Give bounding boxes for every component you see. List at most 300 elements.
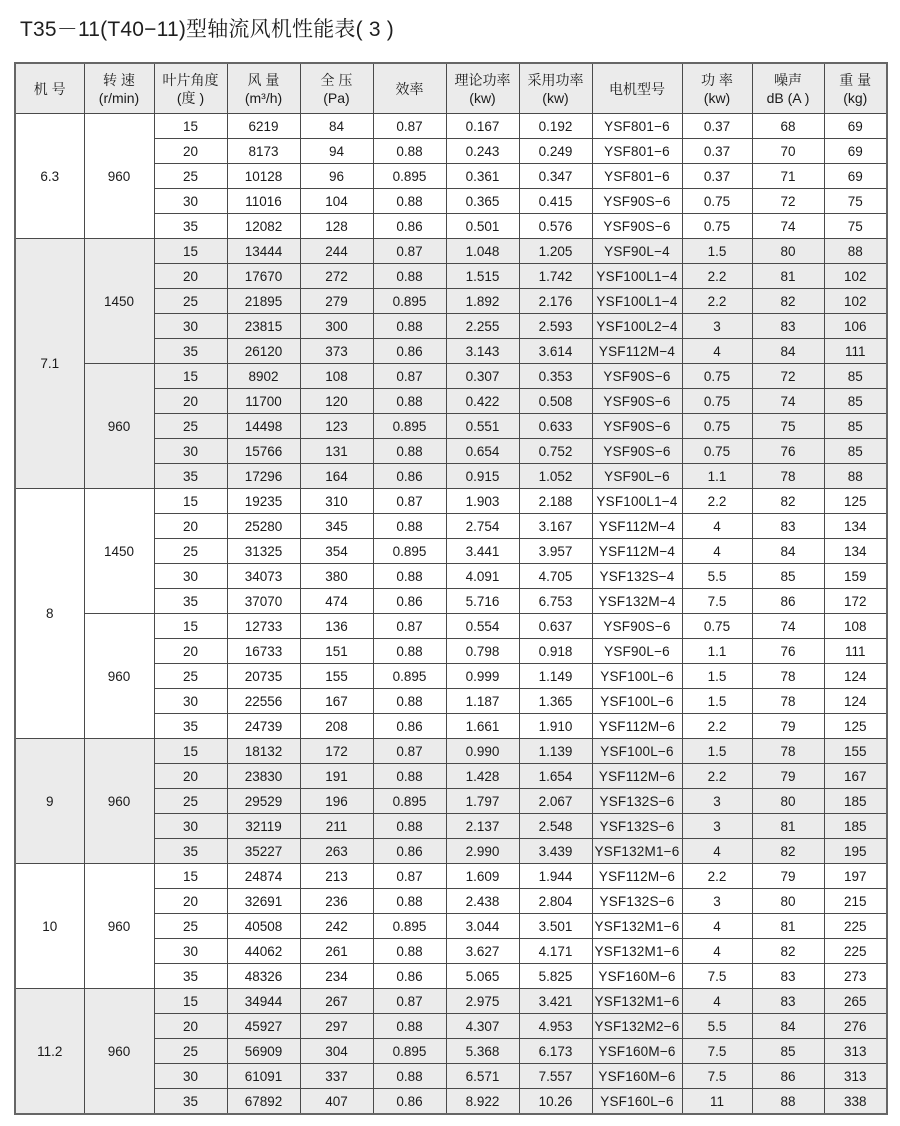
weight-cell: 88	[824, 464, 887, 489]
weight-cell: 273	[824, 964, 887, 989]
motor-power-cell: 1.1	[682, 464, 752, 489]
efficiency-cell: 0.86	[373, 714, 446, 739]
air-volume-cell: 67892	[227, 1089, 300, 1115]
total-pressure-cell: 155	[300, 664, 373, 689]
adopted-power-cell: 2.176	[519, 289, 592, 314]
weight-cell: 85	[824, 439, 887, 464]
motor-model-cell: YSF90S−6	[592, 389, 682, 414]
theoretical-power-cell: 0.999	[446, 664, 519, 689]
adopted-power-cell: 2.067	[519, 789, 592, 814]
noise-cell: 84	[752, 539, 824, 564]
motor-model-cell: YSF132S−6	[592, 789, 682, 814]
header-row	[15, 63, 887, 114]
total-pressure-cell: 196	[300, 789, 373, 814]
adopted-power-cell: 4.705	[519, 564, 592, 589]
weight-cell: 124	[824, 664, 887, 689]
motor-model-cell: YSF801−6	[592, 139, 682, 164]
air-volume-cell: 17670	[227, 264, 300, 289]
total-pressure-cell: 297	[300, 1014, 373, 1039]
header-unit: (kg)	[843, 89, 868, 106]
total-pressure-cell: 104	[300, 189, 373, 214]
total-pressure-cell: 164	[300, 464, 373, 489]
fan-performance-table	[14, 62, 888, 1115]
weight-cell: 338	[824, 1089, 887, 1115]
motor-model-cell: YSF132M1−6	[592, 989, 682, 1014]
motor-model-cell: YSF160L−6	[592, 1089, 682, 1115]
blade-angle-cell: 25	[154, 289, 227, 314]
header-unit: (kw)	[469, 89, 496, 106]
motor-power-cell: 4	[682, 914, 752, 939]
adopted-power-cell: 3.501	[519, 914, 592, 939]
air-volume-cell: 45927	[227, 1014, 300, 1039]
weight-cell: 195	[824, 839, 887, 864]
noise-cell: 88	[752, 1089, 824, 1115]
weight-cell: 69	[824, 114, 887, 139]
table-row	[15, 364, 887, 389]
theoretical-power-cell: 2.438	[446, 889, 519, 914]
header-adopted-power	[519, 63, 592, 114]
theoretical-power-cell: 4.091	[446, 564, 519, 589]
adopted-power-cell: 3.957	[519, 539, 592, 564]
motor-model-cell: YSF100L2−4	[592, 314, 682, 339]
noise-cell: 82	[752, 839, 824, 864]
noise-cell: 76	[752, 439, 824, 464]
adopted-power-cell: 7.557	[519, 1064, 592, 1089]
motor-power-cell: 0.75	[682, 389, 752, 414]
noise-cell: 83	[752, 989, 824, 1014]
air-volume-cell: 21895	[227, 289, 300, 314]
motor-power-cell: 0.75	[682, 214, 752, 239]
efficiency-cell: 0.87	[373, 239, 446, 264]
efficiency-cell: 0.87	[373, 614, 446, 639]
total-pressure-cell: 263	[300, 839, 373, 864]
motor-model-cell: YSF100L−6	[592, 689, 682, 714]
blade-angle-cell: 25	[154, 1039, 227, 1064]
noise-cell: 79	[752, 764, 824, 789]
total-pressure-cell: 267	[300, 989, 373, 1014]
adopted-power-cell: 2.804	[519, 889, 592, 914]
noise-cell: 78	[752, 739, 824, 764]
noise-cell: 74	[752, 389, 824, 414]
noise-cell: 80	[752, 239, 824, 264]
weight-cell: 69	[824, 139, 887, 164]
weight-cell: 172	[824, 589, 887, 614]
header-label: 机 号	[33, 80, 66, 97]
total-pressure-cell: 345	[300, 514, 373, 539]
theoretical-power-cell: 3.441	[446, 539, 519, 564]
efficiency-cell: 0.88	[373, 1014, 446, 1039]
table-row	[15, 239, 887, 264]
air-volume-cell: 40508	[227, 914, 300, 939]
air-volume-cell: 61091	[227, 1064, 300, 1089]
theoretical-power-cell: 0.654	[446, 439, 519, 464]
motor-model-cell: YSF90L−6	[592, 639, 682, 664]
motor-power-cell: 2.2	[682, 714, 752, 739]
total-pressure-cell: 261	[300, 939, 373, 964]
speed-cell: 960	[84, 739, 154, 864]
efficiency-cell: 0.87	[373, 739, 446, 764]
air-volume-cell: 8173	[227, 139, 300, 164]
air-volume-cell: 32119	[227, 814, 300, 839]
motor-model-cell: YSF132S−4	[592, 564, 682, 589]
motor-power-cell: 3	[682, 814, 752, 839]
theoretical-power-cell: 0.307	[446, 364, 519, 389]
air-volume-cell: 34944	[227, 989, 300, 1014]
header-unit: (m³/h)	[244, 89, 283, 106]
air-volume-cell: 13444	[227, 239, 300, 264]
air-volume-cell: 15766	[227, 439, 300, 464]
adopted-power-cell: 0.415	[519, 189, 592, 214]
header-motor-model	[592, 63, 682, 114]
noise-cell: 75	[752, 414, 824, 439]
adopted-power-cell: 0.192	[519, 114, 592, 139]
speed-cell: 960	[84, 989, 154, 1115]
weight-cell: 75	[824, 189, 887, 214]
noise-cell: 84	[752, 1014, 824, 1039]
motor-power-cell: 4	[682, 539, 752, 564]
theoretical-power-cell: 0.798	[446, 639, 519, 664]
table-row	[15, 489, 887, 514]
noise-cell: 70	[752, 139, 824, 164]
header-unit: dB (A )	[766, 89, 810, 106]
efficiency-cell: 0.86	[373, 339, 446, 364]
air-volume-cell: 22556	[227, 689, 300, 714]
header-label: 全 压	[320, 71, 353, 88]
adopted-power-cell: 1.910	[519, 714, 592, 739]
noise-cell: 78	[752, 464, 824, 489]
blade-angle-cell: 30	[154, 314, 227, 339]
air-volume-cell: 24874	[227, 864, 300, 889]
noise-cell: 71	[752, 164, 824, 189]
motor-power-cell: 0.37	[682, 139, 752, 164]
motor-model-cell: YSF160M−6	[592, 1064, 682, 1089]
motor-power-cell: 7.5	[682, 1064, 752, 1089]
header-label: 功 率	[701, 71, 733, 88]
motor-power-cell: 0.37	[682, 114, 752, 139]
total-pressure-cell: 96	[300, 164, 373, 189]
efficiency-cell: 0.88	[373, 639, 446, 664]
adopted-power-cell: 1.365	[519, 689, 592, 714]
blade-angle-cell: 25	[154, 914, 227, 939]
motor-model-cell: YSF160M−6	[592, 964, 682, 989]
noise-cell: 72	[752, 364, 824, 389]
adopted-power-cell: 4.171	[519, 939, 592, 964]
header-unit: (度 )	[176, 89, 205, 106]
air-volume-cell: 26120	[227, 339, 300, 364]
blade-angle-cell: 35	[154, 1089, 227, 1115]
weight-cell: 102	[824, 289, 887, 314]
efficiency-cell: 0.895	[373, 664, 446, 689]
weight-cell: 185	[824, 814, 887, 839]
header-label: 噪声	[774, 71, 802, 88]
motor-power-cell: 3	[682, 889, 752, 914]
weight-cell: 85	[824, 364, 887, 389]
motor-model-cell: YSF112M−6	[592, 714, 682, 739]
noise-cell: 68	[752, 114, 824, 139]
blade-angle-cell: 25	[154, 664, 227, 689]
theoretical-power-cell: 6.571	[446, 1064, 519, 1089]
speed-cell: 1450	[84, 239, 154, 364]
blade-angle-cell: 20	[154, 264, 227, 289]
blade-angle-cell: 15	[154, 364, 227, 389]
weight-cell: 313	[824, 1064, 887, 1089]
adopted-power-cell: 2.548	[519, 814, 592, 839]
theoretical-power-cell: 2.255	[446, 314, 519, 339]
model-no-cell: 6.3	[15, 114, 84, 239]
adopted-power-cell: 1.139	[519, 739, 592, 764]
theoretical-power-cell: 0.554	[446, 614, 519, 639]
weight-cell: 111	[824, 639, 887, 664]
blade-angle-cell: 20	[154, 639, 227, 664]
total-pressure-cell: 244	[300, 239, 373, 264]
air-volume-cell: 35227	[227, 839, 300, 864]
noise-cell: 78	[752, 664, 824, 689]
total-pressure-cell: 236	[300, 889, 373, 914]
weight-cell: 88	[824, 239, 887, 264]
adopted-power-cell: 0.347	[519, 164, 592, 189]
efficiency-cell: 0.88	[373, 389, 446, 414]
theoretical-power-cell: 0.915	[446, 464, 519, 489]
header-blade-angle	[154, 63, 227, 114]
air-volume-cell: 14498	[227, 414, 300, 439]
header-unit: (kw)	[703, 89, 731, 106]
total-pressure-cell: 151	[300, 639, 373, 664]
theoretical-power-cell: 1.187	[446, 689, 519, 714]
noise-cell: 80	[752, 889, 824, 914]
motor-model-cell: YSF112M−4	[592, 339, 682, 364]
blade-angle-cell: 20	[154, 889, 227, 914]
blade-angle-cell: 25	[154, 789, 227, 814]
blade-angle-cell: 15	[154, 864, 227, 889]
air-volume-cell: 48326	[227, 964, 300, 989]
efficiency-cell: 0.87	[373, 364, 446, 389]
motor-power-cell: 0.75	[682, 439, 752, 464]
efficiency-cell: 0.88	[373, 564, 446, 589]
motor-power-cell: 2.2	[682, 289, 752, 314]
air-volume-cell: 11700	[227, 389, 300, 414]
total-pressure-cell: 136	[300, 614, 373, 639]
air-volume-cell: 6219	[227, 114, 300, 139]
motor-model-cell: YSF132M2−6	[592, 1014, 682, 1039]
adopted-power-cell: 1.944	[519, 864, 592, 889]
total-pressure-cell: 84	[300, 114, 373, 139]
air-volume-cell: 23815	[227, 314, 300, 339]
total-pressure-cell: 211	[300, 814, 373, 839]
efficiency-cell: 0.86	[373, 589, 446, 614]
motor-power-cell: 3	[682, 314, 752, 339]
theoretical-power-cell: 1.048	[446, 239, 519, 264]
blade-angle-cell: 15	[154, 489, 227, 514]
theoretical-power-cell: 3.143	[446, 339, 519, 364]
theoretical-power-cell: 5.065	[446, 964, 519, 989]
weight-cell: 313	[824, 1039, 887, 1064]
noise-cell: 79	[752, 864, 824, 889]
efficiency-cell: 0.895	[373, 289, 446, 314]
motor-model-cell: YSF801−6	[592, 114, 682, 139]
noise-cell: 76	[752, 639, 824, 664]
theoretical-power-cell: 2.975	[446, 989, 519, 1014]
theoretical-power-cell: 3.044	[446, 914, 519, 939]
motor-power-cell: 7.5	[682, 964, 752, 989]
weight-cell: 69	[824, 164, 887, 189]
air-volume-cell: 12733	[227, 614, 300, 639]
adopted-power-cell: 1.742	[519, 264, 592, 289]
theoretical-power-cell: 3.627	[446, 939, 519, 964]
motor-model-cell: YSF132M1−6	[592, 839, 682, 864]
total-pressure-cell: 128	[300, 214, 373, 239]
motor-model-cell: YSF132S−6	[592, 814, 682, 839]
noise-cell: 80	[752, 789, 824, 814]
efficiency-cell: 0.895	[373, 914, 446, 939]
air-volume-cell: 17296	[227, 464, 300, 489]
blade-angle-cell: 30	[154, 939, 227, 964]
header-unit: (Pa)	[323, 89, 350, 106]
speed-cell: 960	[84, 364, 154, 489]
weight-cell: 75	[824, 214, 887, 239]
weight-cell: 106	[824, 314, 887, 339]
model-no-cell: 10	[15, 864, 84, 989]
noise-cell: 85	[752, 1039, 824, 1064]
motor-model-cell: YSF132M1−6	[592, 939, 682, 964]
table-row	[15, 114, 887, 139]
table-header	[15, 63, 887, 114]
noise-cell: 74	[752, 614, 824, 639]
noise-cell: 81	[752, 814, 824, 839]
blade-angle-cell: 35	[154, 964, 227, 989]
theoretical-power-cell: 2.137	[446, 814, 519, 839]
weight-cell: 225	[824, 939, 887, 964]
adopted-power-cell: 6.173	[519, 1039, 592, 1064]
adopted-power-cell: 3.421	[519, 989, 592, 1014]
blade-angle-cell: 35	[154, 339, 227, 364]
motor-power-cell: 4	[682, 514, 752, 539]
air-volume-cell: 8902	[227, 364, 300, 389]
motor-power-cell: 2.2	[682, 264, 752, 289]
motor-model-cell: YSF132M−4	[592, 589, 682, 614]
weight-cell: 265	[824, 989, 887, 1014]
adopted-power-cell: 1.205	[519, 239, 592, 264]
motor-power-cell: 3	[682, 789, 752, 814]
noise-cell: 83	[752, 314, 824, 339]
theoretical-power-cell: 0.422	[446, 389, 519, 414]
header-label: 效率	[395, 80, 424, 97]
header-total-pressure	[300, 63, 373, 114]
blade-angle-cell: 25	[154, 539, 227, 564]
air-volume-cell: 11016	[227, 189, 300, 214]
weight-cell: 125	[824, 489, 887, 514]
efficiency-cell: 0.88	[373, 514, 446, 539]
blade-angle-cell: 15	[154, 739, 227, 764]
blade-angle-cell: 30	[154, 1064, 227, 1089]
speed-cell: 960	[84, 114, 154, 239]
adopted-power-cell: 4.953	[519, 1014, 592, 1039]
adopted-power-cell: 1.052	[519, 464, 592, 489]
efficiency-cell: 0.86	[373, 1089, 446, 1115]
noise-cell: 85	[752, 564, 824, 589]
air-volume-cell: 25280	[227, 514, 300, 539]
theoretical-power-cell: 0.501	[446, 214, 519, 239]
header-unit: (r/min)	[98, 89, 140, 106]
blade-angle-cell: 15	[154, 239, 227, 264]
weight-cell: 111	[824, 339, 887, 364]
motor-power-cell: 2.2	[682, 489, 752, 514]
header-label: 风 量	[247, 71, 280, 88]
weight-cell: 134	[824, 514, 887, 539]
adopted-power-cell: 2.593	[519, 314, 592, 339]
header-efficiency	[373, 63, 446, 114]
table-row	[15, 614, 887, 639]
noise-cell: 81	[752, 264, 824, 289]
theoretical-power-cell: 1.609	[446, 864, 519, 889]
header-weight	[824, 63, 887, 114]
motor-power-cell: 1.5	[682, 239, 752, 264]
efficiency-cell: 0.88	[373, 939, 446, 964]
theoretical-power-cell: 0.551	[446, 414, 519, 439]
motor-model-cell: YSF112M−6	[592, 864, 682, 889]
noise-cell: 82	[752, 489, 824, 514]
total-pressure-cell: 337	[300, 1064, 373, 1089]
total-pressure-cell: 300	[300, 314, 373, 339]
adopted-power-cell: 5.825	[519, 964, 592, 989]
header-model-no	[15, 63, 84, 114]
theoretical-power-cell: 8.922	[446, 1089, 519, 1115]
header-label: 重 量	[839, 71, 872, 88]
total-pressure-cell: 304	[300, 1039, 373, 1064]
efficiency-cell: 0.88	[373, 264, 446, 289]
motor-power-cell: 1.1	[682, 639, 752, 664]
efficiency-cell: 0.88	[373, 439, 446, 464]
blade-angle-cell: 30	[154, 814, 227, 839]
motor-power-cell: 0.75	[682, 614, 752, 639]
adopted-power-cell: 0.576	[519, 214, 592, 239]
motor-model-cell: YSF100L−6	[592, 664, 682, 689]
motor-power-cell: 1.5	[682, 664, 752, 689]
air-volume-cell: 12082	[227, 214, 300, 239]
adopted-power-cell: 10.26	[519, 1089, 592, 1115]
blade-angle-cell: 25	[154, 414, 227, 439]
blade-angle-cell: 35	[154, 464, 227, 489]
motor-power-cell: 4	[682, 989, 752, 1014]
motor-model-cell: YSF90S−6	[592, 214, 682, 239]
page-title: T35－11(T40−11)型轴流风机性能表( 3 )	[20, 18, 394, 41]
motor-power-cell: 4	[682, 939, 752, 964]
weight-cell: 102	[824, 264, 887, 289]
noise-cell: 82	[752, 289, 824, 314]
total-pressure-cell: 272	[300, 264, 373, 289]
theoretical-power-cell: 2.754	[446, 514, 519, 539]
noise-cell: 83	[752, 964, 824, 989]
motor-model-cell: YSF90S−6	[592, 439, 682, 464]
blade-angle-cell: 35	[154, 214, 227, 239]
weight-cell: 124	[824, 689, 887, 714]
table-row	[15, 864, 887, 889]
total-pressure-cell: 474	[300, 589, 373, 614]
weight-cell: 197	[824, 864, 887, 889]
total-pressure-cell: 242	[300, 914, 373, 939]
theoretical-power-cell: 1.903	[446, 489, 519, 514]
header-speed	[84, 63, 154, 114]
efficiency-cell: 0.87	[373, 489, 446, 514]
air-volume-cell: 29529	[227, 789, 300, 814]
total-pressure-cell: 131	[300, 439, 373, 464]
efficiency-cell: 0.895	[373, 164, 446, 189]
efficiency-cell: 0.895	[373, 414, 446, 439]
adopted-power-cell: 1.149	[519, 664, 592, 689]
weight-cell: 276	[824, 1014, 887, 1039]
motor-power-cell: 4	[682, 339, 752, 364]
adopted-power-cell: 0.752	[519, 439, 592, 464]
motor-model-cell: YSF801−6	[592, 164, 682, 189]
